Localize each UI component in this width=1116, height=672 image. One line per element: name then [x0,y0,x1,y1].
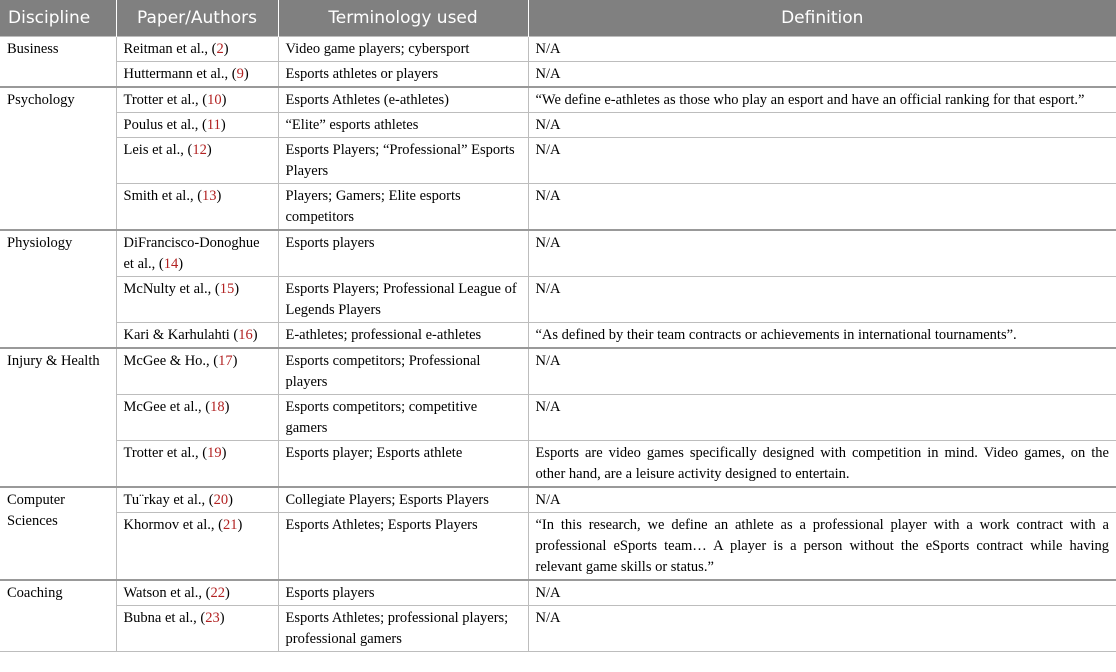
definition-cell: N/A [528,277,1116,323]
reference-close-paren: ) [232,353,238,369]
terminology-cell: Esports competitors; competitive gamers [278,395,528,441]
author-cell [116,395,278,441]
author-name: Trotter et al., ( [123,445,208,461]
table-row [0,323,1116,349]
table-row [0,606,1116,652]
table-row [0,184,1116,231]
definition-cell: “In this research, we define an athlete as a professional player with a work contract with a professional eSports team… A player is a person without the eSports contract while having relevant game skills or status.” [528,513,1116,581]
discipline-cell: Computer Sciences [0,487,116,580]
author-name: McGee & Ho., ( [123,353,219,369]
reference-close-paren: ) [221,445,227,461]
author-name: Tu¨rkay et al., ( [123,492,214,508]
author-name: McGee et al., ( [123,399,211,415]
definition-cell: “As defined by their team contracts or achievements in international tournaments”. [528,323,1116,349]
definition-cell: N/A [528,138,1116,184]
reference-link[interactable]: 22 [210,585,226,601]
terminology-cell: Esports Athletes; professional players; professional gamers [278,606,528,652]
table-row [0,395,1116,441]
table-body [0,37,1116,652]
reference-link[interactable]: 2 [216,41,224,57]
reference-close-paren: ) [223,41,229,57]
definition-cell: Esports are video games specifically designed with competition in mind. Video games, on the other hand, are a leisure activity designed to entertain. [528,441,1116,488]
definition-cell: N/A [528,37,1116,62]
author-cell [116,323,278,349]
author-cell [116,184,278,231]
author-name: Trotter et al., ( [123,92,208,108]
table-row [0,348,1116,395]
reference-link[interactable]: 10 [207,92,222,108]
reference-close-paren: ) [221,92,227,108]
definition-cell: N/A [528,606,1116,652]
author-cell [116,62,278,88]
author-cell [116,441,278,488]
terminology-cell: Esports players [278,230,528,277]
terminology-cell: Players; Gamers; Elite esports competitors [278,184,528,231]
discipline-cell: Physiology [0,230,116,348]
definition-cell: N/A [528,487,1116,513]
author-cell [116,230,278,277]
reference-close-paren: ) [206,142,212,158]
author-name: McNulty et al., ( [123,281,220,297]
discipline-cell: Psychology [0,87,116,230]
table-header [0,0,1116,37]
table-row [0,87,1116,113]
table-row [0,230,1116,277]
author-cell [116,348,278,395]
author-cell [116,580,278,606]
discipline-cell: Business [0,37,116,88]
reference-close-paren: ) [234,281,240,297]
author-name: Huttermann et al., ( [123,66,237,82]
header-paper-authors: Paper/Authors [116,0,278,37]
definition-cell: N/A [528,395,1116,441]
reference-link[interactable]: 9 [236,66,244,82]
table-row [0,513,1116,581]
terminology-cell: Esports athletes or players [278,62,528,88]
author-name: Leis et al., ( [123,142,193,158]
reference-close-paren: ) [224,399,230,415]
terminology-cell: Esports Athletes (e-athletes) [278,87,528,113]
author-cell [116,138,278,184]
author-cell [116,487,278,513]
terminology-cell: Esports competitors; Professional players [278,348,528,395]
reference-close-paren: ) [216,188,222,204]
terminology-cell: Esports Players; “Professional” Esports Players [278,138,528,184]
reference-close-paren: ) [220,117,226,133]
reference-close-paren: ) [178,256,184,272]
definition-cell: N/A [528,230,1116,277]
table-row [0,277,1116,323]
definition-cell: N/A [528,184,1116,231]
terminology-cell: E-athletes; professional e-athletes [278,323,528,349]
reference-close-paren: ) [237,517,243,533]
header-definition: Definition [528,0,1116,37]
author-name: DiFrancisco-Donoghue et al., ( [123,235,260,272]
reference-link[interactable]: 20 [213,492,229,508]
reference-close-paren: ) [225,585,230,601]
discipline-cell: Coaching [0,580,116,652]
reference-close-paren: ) [228,492,233,508]
reference-link[interactable]: 19 [207,445,222,461]
table-row [0,37,1116,62]
reference-link[interactable]: 18 [210,399,225,415]
header-discipline: Discipline [0,0,116,37]
author-cell [116,113,278,138]
table-row [0,62,1116,88]
definition-cell: N/A [528,62,1116,88]
author-name: Poulus et al., ( [123,117,207,133]
terminology-cell: Esports player; Esports athlete [278,441,528,488]
header-row [0,0,1116,37]
definition-cell: N/A [528,580,1116,606]
reference-link[interactable]: 21 [222,517,238,533]
header-terminology: Terminology used [278,0,528,37]
reference-link[interactable]: 13 [202,188,217,204]
reference-close-paren: ) [219,610,225,626]
table-row [0,113,1116,138]
definition-cell: “We define e-athletes as those who play an esport and have an official ranking for that esport.” [528,87,1116,113]
author-name: Khormov et al., ( [123,517,223,533]
reference-link[interactable]: 16 [238,327,253,343]
table-row [0,487,1116,513]
reference-link[interactable]: 23 [205,610,220,626]
author-name: Reitman et al., ( [123,41,217,57]
terminology-cell: Esports players [278,580,528,606]
reference-link[interactable]: 11 [206,117,221,133]
reference-link[interactable]: 15 [219,281,235,297]
terminology-cell: Video game players; cybersport [278,37,528,62]
reference-link[interactable]: 12 [192,142,207,158]
author-cell [116,513,278,581]
author-cell [116,606,278,652]
terminology-cell: Esports Players; Professional League of Legends Players [278,277,528,323]
reference-close-paren: ) [243,66,249,82]
table-row [0,580,1116,606]
author-cell [116,87,278,113]
table-row [0,441,1116,488]
author-name: Watson et al., ( [123,585,211,601]
author-name: Smith et al., ( [123,188,203,204]
author-name: Bubna et al., ( [123,610,206,626]
table-row [0,138,1116,184]
terminology-cell: Esports Athletes; Esports Players [278,513,528,581]
discipline-cell: Injury & Health [0,348,116,487]
definition-cell: N/A [528,348,1116,395]
terminology-cell: Collegiate Players; Esports Players [278,487,528,513]
reference-link[interactable]: 17 [218,353,233,369]
terminology-cell: “Elite” esports athletes [278,113,528,138]
author-name: Kari & Karhulahti ( [123,327,239,343]
author-cell [116,37,278,62]
reference-close-paren: ) [252,327,258,343]
definition-cell: N/A [528,113,1116,138]
reference-link[interactable]: 14 [163,256,179,272]
author-cell [116,277,278,323]
